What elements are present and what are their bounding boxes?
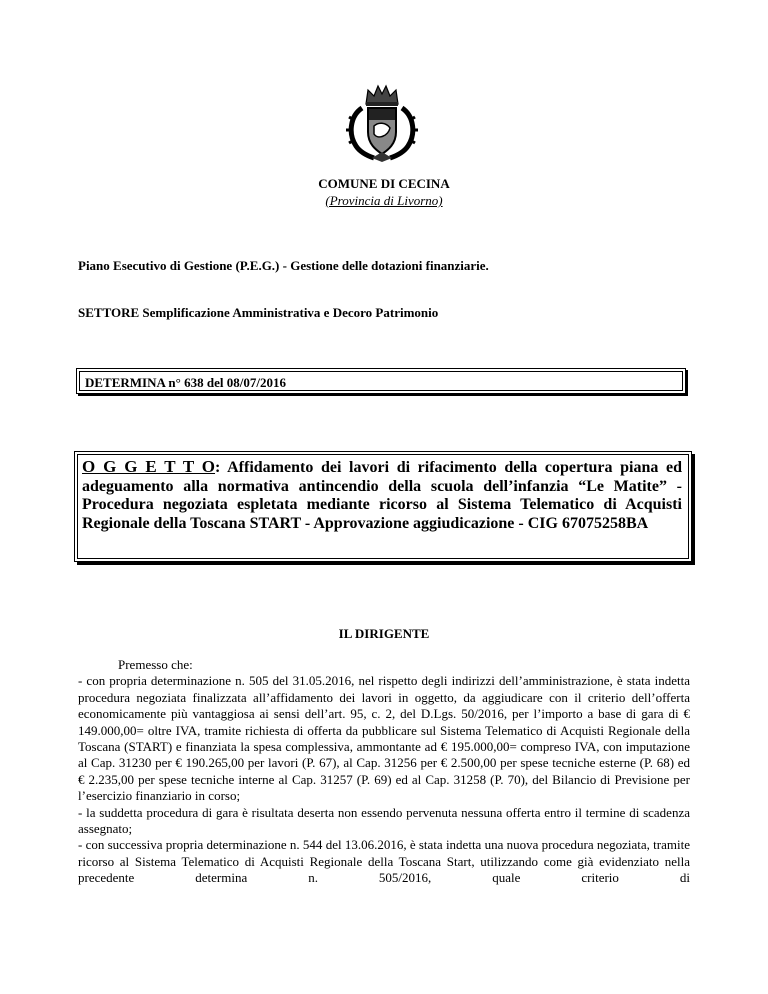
comune-title: COMUNE DI CECINA	[318, 176, 450, 191]
paragraph-2: - la suddetta procedura di gara è risultata deserta non essendo pervenuta nessuna offerta entro il termine di scadenza assegnato;	[78, 804, 690, 837]
paragraph-3: - con successiva propria determinazione n. 544 del 13.06.2016, è stata indetta una nuova procedura negoziata, tramite ricorso al Sistema Telematico di Acquisti Regionale della Toscana Start, utilizzando come già evidenziato nella precedente determina n. 505/2016, quale criterio di	[78, 837, 690, 886]
body-text	[78, 657, 690, 887]
premessa: Premesso che:	[118, 657, 193, 672]
paragraph-1: - con propria determinazione n. 505 del 31.05.2016, nel rispetto degli indirizzi dell’amministrazione, è stata indetta procedura negoziata finalizzata all’affidamento dei lavori in oggetto, da aggiudicare con il criterio dell’offerta economicamente più vantaggiosa ai sensi dell’art. 95, c. 2, del D.Lgs. 50/2016, per l’importo a base di gara di € 149.000,00= oltre IVA, tramite richiesta di offerta da pubblicare sul Sistema Telematico di Acquisti Regionale della Toscana (START) e finanziata la spesa complessiva, ammontante ad € 195.000,00= compreso IVA, con imputazione al Cap. 31230 per € 190.265,00 per lavori (P. 67), al Cap. 31256 per € 2.500,00 per spese tecniche esterne (P. 68) ed € 2.235,00 per spese tecniche interne al Cap. 31257 (P. 69) ed al Cap. 31258 (P. 70), del Bilancio di Previsione per l’esercizio finanziario in corso;	[78, 673, 690, 804]
oggetto-label: O G G E T T O	[82, 457, 216, 476]
peg-line: Piano Esecutivo di Gestione (P.E.G.) - Gestione delle dotazioni finanziarie.	[78, 258, 489, 273]
settore-line: SETTORE Semplificazione Amministrativa e Decoro Patrimonio	[78, 305, 439, 320]
coat-of-arms-icon	[340, 82, 424, 166]
section-heading: IL DIRIGENTE	[338, 626, 430, 641]
determina-number: DETERMINA n° 638 del 08/07/2016	[85, 375, 286, 390]
oggetto-box	[74, 451, 692, 562]
oggetto-text: : Affidamento dei lavori di rifacimento della copertura piana ed adeguamento alla normativa antincendio della scuola dell’infanzia “Le Matite” - Procedura negoziata espletata mediante ricorso al Sistema Telematico di Acquisti Regionale della Toscana START - Approvazione aggiudicazione - CIG 67075258BA	[82, 459, 682, 532]
provincia-subtitle: (Provincia di Livorno)	[325, 193, 443, 208]
determina-box	[76, 368, 686, 394]
